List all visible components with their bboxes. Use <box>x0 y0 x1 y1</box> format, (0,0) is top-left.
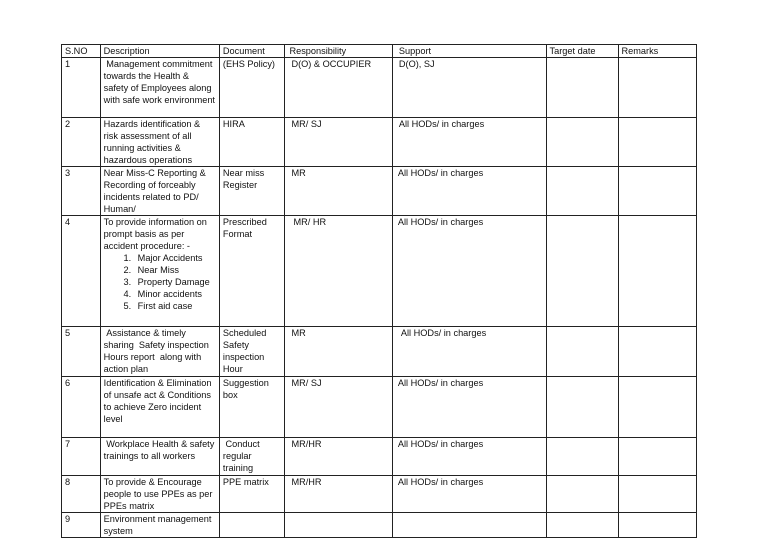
header-remarks: Remarks <box>618 45 696 58</box>
list-item: 1. Major Accidents <box>134 252 216 264</box>
description-text: To provide information on prompt basis as per accident procedure: - <box>103 217 207 251</box>
cell-responsibility: D(O) & OCCUPIER <box>285 58 392 118</box>
header-sno: S.NO <box>62 45 101 58</box>
header-support: Support <box>392 45 546 58</box>
cell-sno: 2 <box>62 118 101 167</box>
cell-remarks <box>618 476 696 513</box>
cell-responsibility: MR <box>285 167 392 216</box>
cell-sno: 8 <box>62 476 101 513</box>
cell-responsibility: MR/ HR <box>285 216 392 327</box>
list-item: 4. Minor accidents <box>134 288 216 300</box>
cell-description: Hazards identification & risk assessment of all running activities & hazardous operations <box>100 118 219 167</box>
cell-support: All HODs/ in charges <box>392 377 546 438</box>
cell-remarks <box>618 118 696 167</box>
cell-sno: 9 <box>62 513 101 538</box>
cell-target-date <box>546 216 618 327</box>
cell-description: Management commitment towards the Health & safety of Employees along with safe work environment <box>100 58 219 118</box>
cell-remarks <box>618 327 696 377</box>
cell-remarks <box>618 58 696 118</box>
cell-remarks <box>618 377 696 438</box>
cell-support: All HODs/ in charges <box>392 438 546 476</box>
table-row <box>62 167 697 216</box>
cell-support <box>392 513 546 538</box>
cell-support: All HODs/ in charges <box>392 216 546 327</box>
cell-document: Scheduled Safety inspection Hour <box>219 327 285 377</box>
cell-target-date <box>546 377 618 438</box>
cell-sno: 5 <box>62 327 101 377</box>
header-responsibility: Responsibility <box>285 45 392 58</box>
cell-target-date <box>546 327 618 377</box>
cell-remarks <box>618 438 696 476</box>
cell-document: (EHS Policy) <box>219 58 285 118</box>
cell-target-date <box>546 513 618 538</box>
cell-description <box>100 216 219 327</box>
cell-support: All HODs/ in charges <box>392 167 546 216</box>
action-plan-table <box>61 44 697 538</box>
cell-support: All HODs/ in charges <box>392 476 546 513</box>
cell-description: Assistance & timely sharing Safety inspection Hours report along with action plan <box>100 327 219 377</box>
cell-remarks <box>618 167 696 216</box>
cell-sno: 6 <box>62 377 101 438</box>
cell-support: All HODs/ in charges <box>392 118 546 167</box>
cell-document: Suggestion box <box>219 377 285 438</box>
header-document: Document <box>219 45 285 58</box>
header-row <box>62 45 697 58</box>
table-row <box>62 476 697 513</box>
table-row <box>62 118 697 167</box>
cell-remarks <box>618 513 696 538</box>
table-row <box>62 58 697 118</box>
cell-description: Workplace Health & safety trainings to all workers <box>100 438 219 476</box>
table-row <box>62 216 697 327</box>
cell-description: To provide & Encourage people to use PPEs as per PPEs matrix <box>100 476 219 513</box>
cell-responsibility: MR <box>285 327 392 377</box>
list-item: 2. Near Miss <box>134 264 216 276</box>
table-row <box>62 377 697 438</box>
list-item: 3. Property Damage <box>134 276 216 288</box>
cell-responsibility <box>285 513 392 538</box>
cell-sno: 3 <box>62 167 101 216</box>
cell-description: Near Miss-C Reporting & Recording of forceably incidents related to PD/ Human/ <box>100 167 219 216</box>
cell-description: Environment management system <box>100 513 219 538</box>
cell-responsibility: MR/HR <box>285 438 392 476</box>
accident-types-list <box>104 252 216 312</box>
cell-sno: 7 <box>62 438 101 476</box>
cell-support: D(O), SJ <box>392 58 546 118</box>
cell-document <box>219 513 285 538</box>
header-target-date: Target date <box>546 45 618 58</box>
list-item: 5. First aid case <box>134 300 216 312</box>
cell-target-date <box>546 476 618 513</box>
header-description: Description <box>100 45 219 58</box>
cell-responsibility: MR/ SJ <box>285 377 392 438</box>
cell-description: Identification & Elimination of unsafe act & Conditions to achieve Zero incident level <box>100 377 219 438</box>
cell-document: PPE matrix <box>219 476 285 513</box>
table-row <box>62 327 697 377</box>
table-row <box>62 438 697 476</box>
cell-document: Conduct regular training <box>219 438 285 476</box>
cell-support: All HODs/ in charges <box>392 327 546 377</box>
cell-document: HIRA <box>219 118 285 167</box>
cell-target-date <box>546 58 618 118</box>
cell-target-date <box>546 438 618 476</box>
cell-responsibility: MR/HR <box>285 476 392 513</box>
cell-sno: 1 <box>62 58 101 118</box>
cell-target-date <box>546 167 618 216</box>
cell-responsibility: MR/ SJ <box>285 118 392 167</box>
cell-document: Prescribed Format <box>219 216 285 327</box>
cell-document: Near miss Register <box>219 167 285 216</box>
cell-target-date <box>546 118 618 167</box>
table-row <box>62 513 697 538</box>
cell-remarks <box>618 216 696 327</box>
cell-sno: 4 <box>62 216 101 327</box>
